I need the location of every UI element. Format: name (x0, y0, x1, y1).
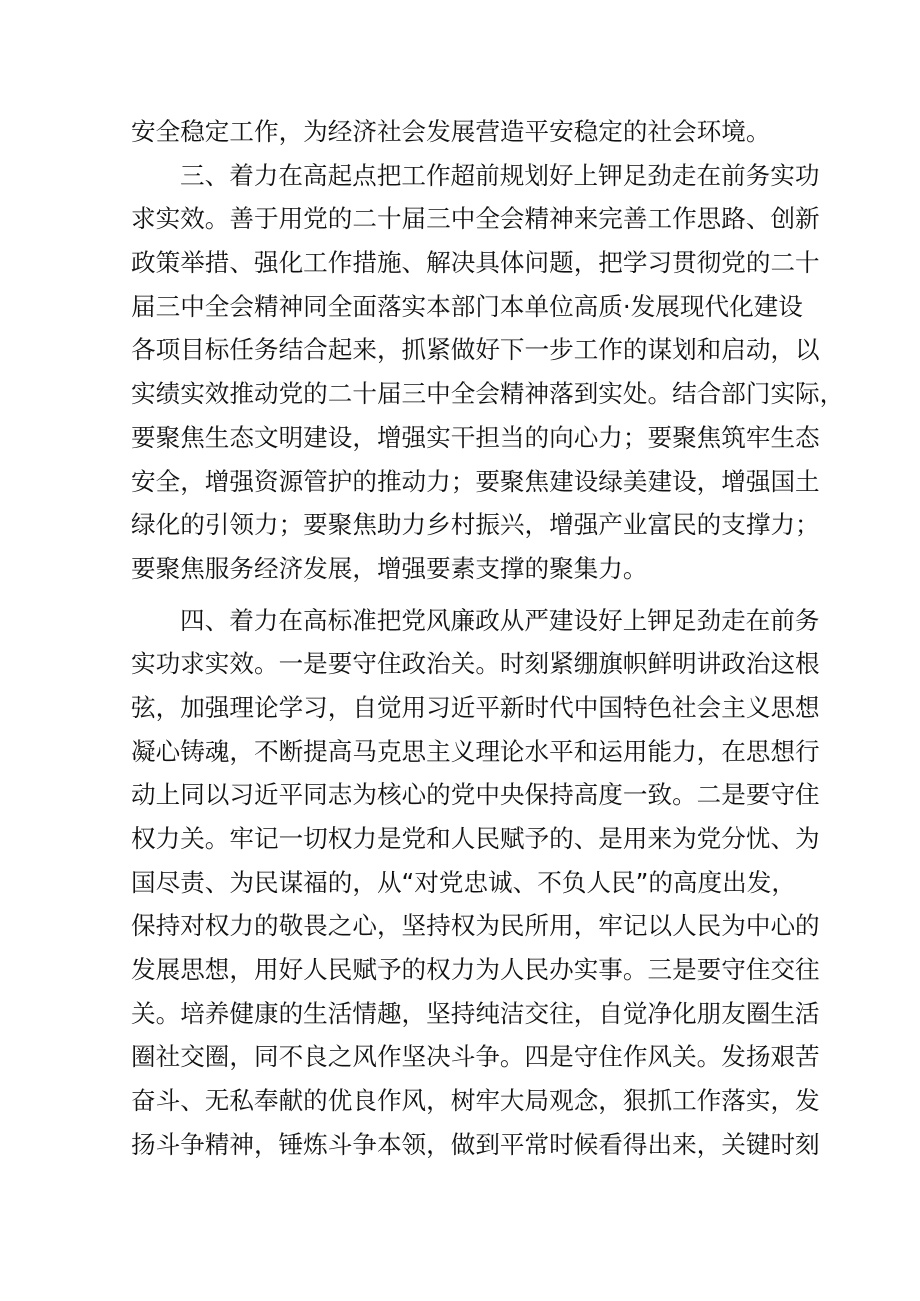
text-line: 圈社交圈，同不良之风作坚决斗争。四是守住作风关。发扬艰苦 (131, 1042, 820, 1072)
paragraph-section-three (131, 154, 845, 591)
paragraph-section-four (131, 599, 820, 1167)
text-line: 凝心铸魂，不断提高马克思主义理论水平和运用能力，在思想行 (131, 736, 820, 766)
text-line: 求实效。善于用党的二十届三中全会精神来完善工作思路、创新 (131, 204, 820, 234)
text-line: 各项目标任务结合起来，抓紧做好下一步工作的谋划和启动，以 (131, 335, 820, 365)
text-line: 奋斗、无私奉献的优良作风，树牢大局观念，狠抓工作落实，发 (131, 1086, 820, 1116)
text-line: 四、着力在高标准把党风廉政从严建设好上钾足劲走在前务 (180, 605, 820, 635)
text-line: 关。培养健康的生活情趣，坚持纯洁交往，自觉净化朋友圈生活 (131, 998, 820, 1028)
text-line: 要聚焦服务经济发展，增强要素支撑的聚集力。 (131, 553, 648, 583)
text-line: 实绩实效推动党的二十届三中全会精神落到实处。结合部门实际， (131, 379, 845, 409)
text-line: 要聚焦生态文明建设，增强实干担当的向心力；要聚焦筑牢生态 (131, 422, 820, 452)
paragraph-continuation (131, 110, 801, 154)
text-line: 政策举措、强化工作措施、解决具体问题，把学习贯彻党的二十 (131, 248, 820, 278)
text-line: 实功求实效。一是要守住政治关。时刻紧绷旗帜鲜明讲政治这根 (131, 649, 820, 679)
text-line: 动上同以习近平同志为核心的党中央保持高度一致。二是要守住 (131, 780, 820, 810)
text-line: 安全稳定工作，为经济社会发展营造平安稳定的社会环境。 (131, 117, 771, 146)
text-line: 三、着力在高起点把工作超前规划好上钾足劲走在前务实功 (180, 160, 820, 190)
text-line: 权力关。牢记一切权力是党和人民赋予的、是用来为党分忧、为 (131, 824, 820, 853)
text-line: 扬斗争精神，锤炼斗争本领，做到平常时候看得出来，关键时刻 (131, 1129, 820, 1159)
text-line: 保持对权力的敬畏之心，坚持权为民所用，牢记以人民为中心的 (131, 911, 820, 941)
text-line: 弦，加强理论学习，自觉用习近平新时代中国特色社会主义思想 (131, 692, 820, 722)
document-body (131, 110, 845, 1167)
text-line: 安全，增强资源管护的推动力；要聚焦建设绿美建设，增强国土 (131, 466, 820, 496)
text-line: 国尽责、为民谋福的，从“对党忠诚、不负人民”的高度出发， (131, 867, 796, 897)
text-line: 发展思想，用好人民赋予的权力为人民办实事。三是要守住交往 (131, 955, 820, 985)
paragraph-spacer (131, 591, 801, 599)
text-line: 届三中全会精神同全面落实本部门本单位高质·发展现代化建设 (131, 291, 803, 321)
text-line: 绿化的引领力；要聚焦助力乡村振兴，增强产业富民的支撑力； (131, 510, 820, 540)
